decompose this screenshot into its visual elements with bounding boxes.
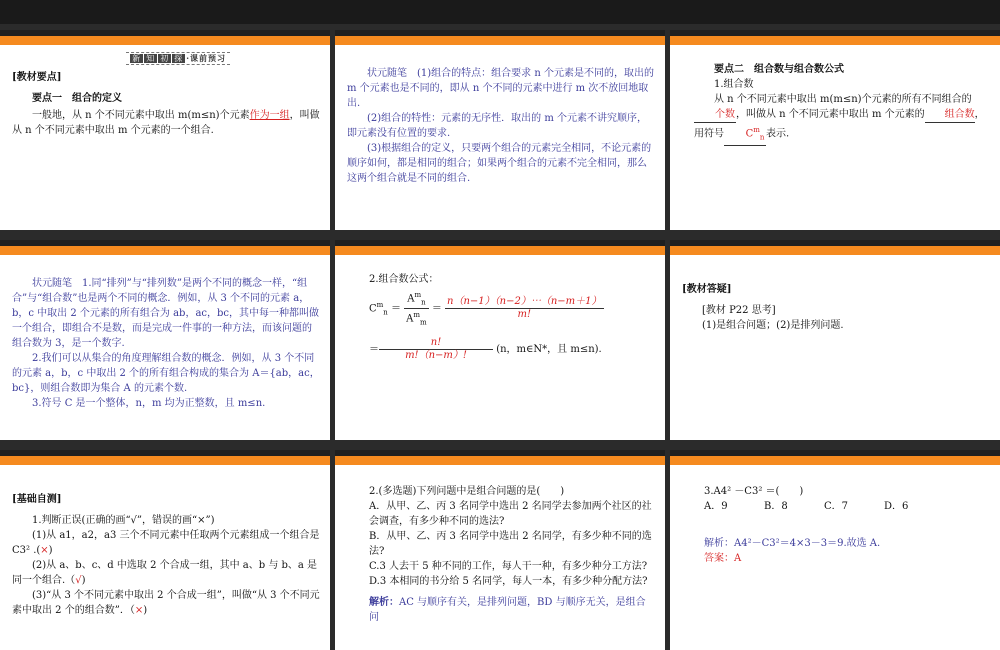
definition-fill: 作为一组 [249,110,290,121]
slide-header-orange [670,36,1000,45]
question-1-item-2: (2)从 a、b、c、d 中选取 2 个合成一组，其中 a、b 与 b、a 是同一个组合.（√) [12,560,318,586]
formula-line-1: $C^m_n$ ＝ $\frac{A^m_n}{A^m_m}$ ＝ $\frac{n(n-1)(n-2)\cdots(n-m+1)}{m!}$ [369,291,602,327]
slide-header-orange [0,36,330,45]
note-paragraph-1: 状元随笔 (1)组合的特点：组合要求 n 个元素是不同的，取出的 m 个元素也是不同的，即从 n 个不同的元素中进行 m 次不放回地取出. [347,68,654,109]
formula-denominator-1: m! [517,309,532,321]
choice-a: A．9 [704,501,728,512]
option-c: C.3 人去干 5 种不同的工作，每人干一种，有多少种分工方法? [369,561,648,572]
point-title: 要点二 组合数与组合数公式 [714,64,844,75]
top-bar [0,0,1000,24]
slide-9-question-3[interactable] [670,450,1000,650]
point-title: 要点一 组合的定义 [32,93,122,104]
question-2: 2.(多选题)下列问题中是组合问题的是( ) [369,486,565,497]
choice-c: C．7 [824,501,849,512]
note-paragraph-2: (2)组合的特性：元素的无序性．取出的 m 个元素不讲究顺序，即元素没有位置的要求. [347,113,648,139]
slide-5-formula[interactable] [335,240,665,440]
note-paragraph-2: 2.我们可以从集合的角度理解组合数的概念．例如，从 3 个不同的元素 a，b，c 中取出 2 个的所有组合构成的集合为 A＝{ab，ac，bc}，则组合数即为集合 A 的元素个数. [12,353,320,394]
slide-8-question-2[interactable] [335,450,665,650]
note-paragraph-1: 状元随笔 1.同“排列”与“排列数”是两个不同的概念一样，“组合”与“组合数”也是两个不同的概念．例如，从 3 个不同的元素 a，b，c 中取出 2 个元素的所有组合为 ab，ac，bc，其中每一种都叫做一个组合，即组合不是数，而是完成一件事的一种方法，而该问题的组合数为 3，是一个数字. [12,278,320,349]
option-a: A．从甲、乙、丙 3 名同学中选出 2 名同学去参加两个社区的社会调查，有多少种不同的选法? [369,501,652,527]
textbook-reference: [教材 P22 思考] [702,305,776,316]
mark-1: × [40,545,49,556]
mark-3: × [134,605,144,616]
question-3: 3.A4² －C3² ＝( ) [704,486,804,497]
fill-symbol: $C^m_n$ [724,123,766,146]
option-b: B．从甲、乙、丙 3 名同学中选出 2 名同学，有多少种不同的选法? [369,531,652,557]
slide-header-orange [670,246,1000,255]
question-1: 1.判断正误(正确的画“√”，错误的画“×”) [32,515,215,526]
slide-header-orange [0,456,330,465]
formula-numerator-2: n! [379,337,493,350]
section-heading: [教材要点] [12,72,62,83]
note-paragraph-3: 3.符号 C 是一个整体，n，m 均为正整数，且 m≤n. [32,398,266,409]
combination-number-definition: 从 n 个不同元素中取出 m(m≤n)个元素的所有不同组合的个数，叫做从 n 个不同元素中取出 m 个元素的 组合数，用符号 $C^m_n$ 表示. [694,92,990,146]
choice-b: B．8 [764,501,788,512]
section-heading: [教材答疑] [682,284,732,295]
slide-3-combination-number[interactable] [670,30,1000,230]
formula-line-2: ＝ $\frac{n!}{m!(n-m)!}$ (n，m∈N*，且 m≤n). [369,336,602,361]
slide-header-orange [0,246,330,255]
formula-numerator-1: n（n−1）（n−2）⋯（n−m＋1） [447,296,602,308]
formula-title: 2.组合数公式： [369,274,439,285]
choice-d: D．6 [884,501,909,512]
formula-denominator-2: m!（n−m）! [405,349,467,361]
explanation: 解析：A4²－C3²＝4×3－3＝9.故选 A. [704,538,881,549]
slide-6-textbook-answer[interactable] [670,240,1000,440]
slide-4-notes[interactable] [0,240,330,440]
section-tag: 新 知 初 探 ·课前预习 [126,52,230,65]
explanation: 解析：AC 与顺序有关，是排列问题，BD 与顺序无关，是组合问 [369,597,646,623]
mark-2: √ [75,575,82,586]
fill-combination-number: 组合数 [925,107,975,123]
slide-header-orange [335,36,665,45]
formula-condition: (n，m∈N*，且 m≤n). [496,343,602,355]
slide-header-orange [335,456,665,465]
slide-header-orange [335,246,665,255]
fill-count: 个数 [694,107,736,123]
slide-7-self-test[interactable] [0,450,330,650]
slide-header-orange [670,456,1000,465]
choices [704,499,990,514]
note-paragraph-3: (3)根据组合的定义，只要两个组合的元素完全相同，不论元素的顺序如何，都是相同的组合；如果两个组合的元素不完全相同，那么这两个组合就是不同的组合. [347,143,652,184]
definition-text: 一般地，从 n 个不同元素中取出 m(m≤n)个元素作为一组，叫做从 n 个不同元素中取出 m 个元素的一个组合. [12,110,320,136]
answer: 答案：A [704,553,742,564]
sub-title: 1.组合数 [714,79,754,90]
option-d: D.3 本相同的书分给 5 名同学，每人一本，有多少种分配方法? [369,576,648,587]
slide-2-combination-notes[interactable] [335,30,665,230]
question-1-item-1: (1)从 a1，a2，a3 三个不同元素中任取两个元素组成一个组合是 C3² .(×) [12,530,320,556]
section-heading: [基础自测] [12,494,62,505]
question-1-item-3: (3)“从 3 个不同元素中取出 2 个合成一组”，叫做“从 3 个不同元素中取出 2 个的组合数”．（×) [12,590,320,616]
slide-1-combination-definition[interactable] [0,30,330,230]
textbook-answer: (1)是组合问题；(2)是排列问题. [702,320,844,331]
